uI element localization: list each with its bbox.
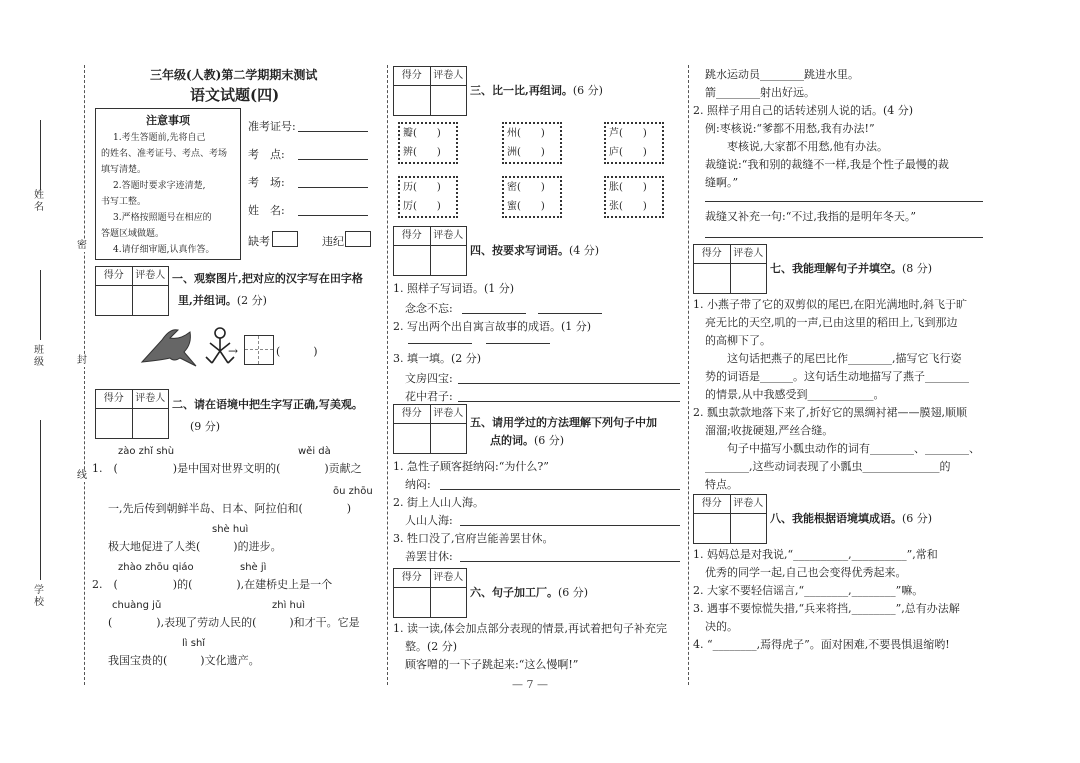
score-box-q5	[393, 404, 467, 454]
pinyin: zào zhǐ shù	[118, 446, 175, 457]
score-label: 得分	[694, 495, 731, 513]
q2-line: ( ),表现了劳动人民的( )和才干。它是	[108, 616, 360, 629]
answer-line[interactable]	[486, 343, 550, 344]
pinyin: wěi dà	[298, 446, 331, 457]
q2-line: 2. ( )的( ),在建桥史上是一个	[92, 578, 333, 591]
grader-label: 评卷人	[135, 270, 166, 281]
name-field[interactable]	[298, 215, 368, 216]
binding-class-blank	[40, 270, 41, 340]
q6-sub1: 1. 读一读,体会加点部分表现的情景,再试着把句子补充完	[393, 622, 667, 635]
answer-line[interactable]	[705, 201, 983, 202]
answer-line[interactable]	[705, 237, 983, 238]
arrow-icon: →	[228, 344, 239, 358]
q1-answer-paren[interactable]: ( )	[276, 345, 318, 358]
q2-points: (9 分)	[190, 420, 221, 433]
grader-label: 评卷人	[433, 70, 464, 81]
score-box-q2	[95, 389, 169, 439]
q7-text: 的高柳下了。	[705, 334, 771, 347]
violation-label: 违纪	[322, 235, 344, 248]
notice-item: 4.请仔细审题,认真作答。	[113, 245, 215, 255]
q2-line: 1. ( )是中国对世界文明的( )贡献之	[92, 462, 362, 475]
binding-class-label: 班级	[34, 345, 44, 368]
score-label: 得分	[394, 405, 431, 423]
compare-box[interactable]: 胀( ) 张( )	[604, 176, 664, 218]
q4-sub2: 2. 写出两个出自寓言故事的成语。(1 分)	[393, 320, 592, 333]
q2-line: 极大地促进了人类( )的进步。	[108, 540, 282, 553]
grader-label: 评卷人	[433, 572, 464, 583]
compare-box[interactable]: 芦( ) 庐( )	[604, 122, 664, 164]
answer-line[interactable]	[538, 313, 602, 314]
exam-no-field[interactable]	[298, 131, 368, 132]
notice-items	[96, 128, 240, 260]
binding-name-blank	[40, 120, 41, 190]
notice-item: 书写工整。	[101, 197, 147, 207]
q6-rewrite-2: 箭________射出好远。	[705, 86, 815, 99]
q5-sub3: 3. 牲口没了,官府岂能善罢甘休。	[393, 532, 554, 545]
q6-sub2-q1: 裁缝说:“我和别的裁缝不一样,我是个性子最慢的裁	[705, 158, 949, 171]
pinyin: ōu zhōu	[333, 486, 373, 497]
q3-title: 三、比一比,再组词。(6 分)	[470, 84, 603, 97]
q2-line: 一,先后传到朝鲜半岛、日本、阿拉伯和( )	[108, 502, 352, 515]
compare-box[interactable]: 瓣( ) 辨( )	[398, 122, 458, 164]
tian-grid-box[interactable]	[244, 335, 274, 365]
answer-line[interactable]	[408, 343, 472, 344]
swallow-image	[140, 322, 200, 370]
answer-line[interactable]	[458, 401, 680, 402]
score-label: 得分	[96, 390, 133, 408]
pinyin: zhì huì	[272, 600, 305, 611]
answer-line[interactable]	[458, 383, 680, 384]
q7-text: 句子中描写小瓢虫动作的词有________、________、	[727, 442, 980, 455]
q1-title: 一、观察图片,把对应的汉字写在田字格	[172, 272, 363, 285]
site-label: 考 点:	[248, 148, 285, 161]
notice-item: 填写清楚。	[101, 165, 147, 175]
binding-line	[84, 65, 85, 685]
q4-fill-a: 文房四宝:	[405, 372, 453, 385]
q8-text: 4. “________,焉得虎子”。面对困难,不要畏惧退缩哟!	[693, 638, 950, 651]
grader-label: 评卷人	[135, 393, 166, 404]
notice-title: 注意事项	[146, 114, 190, 127]
binding-school-label: 学校	[34, 585, 44, 608]
score-box-q8	[693, 494, 767, 544]
q5-sub2: 2. 街上人山人海。	[393, 496, 484, 509]
notice-item: 3.严格按照题号在相应的	[113, 213, 212, 223]
q1-title-line2: 里,并组词。(2 分)	[178, 294, 267, 307]
q8-text: 1. 妈妈总是对我说,“__________,__________”,常和	[693, 548, 938, 561]
q7-text: 溜溜;收拢硬翅,严丝合缝。	[705, 424, 834, 437]
score-label: 得分	[394, 569, 431, 587]
notice-item: 答题区域做题。	[101, 229, 165, 239]
q7-text: 的情景,从中我感受到____________。	[705, 388, 885, 401]
answer-line[interactable]	[460, 525, 680, 526]
q6-title: 六、句子加工厂。(6 分)	[470, 586, 589, 599]
score-box-q7	[693, 244, 767, 294]
grader-label: 评卷人	[433, 230, 464, 241]
notice-item: 1.考生答题前,先将自己	[113, 133, 206, 143]
q7-text: ________,这些动词表现了小瓢虫______________的	[705, 460, 951, 473]
answer-line[interactable]	[460, 561, 680, 562]
score-label: 得分	[694, 245, 731, 263]
q5-sub1-term: 纳闷:	[405, 478, 431, 491]
q6-rewrite-1: 跳水运动员________跳进水里。	[705, 68, 859, 81]
pinyin: chuàng jǔ	[112, 600, 162, 611]
exam-no-label: 准考证号:	[248, 120, 296, 133]
pinyin: shè jì	[240, 562, 267, 573]
score-box-q6	[393, 568, 467, 618]
q7-title: 七、我能理解句子并填空。(8 分)	[770, 262, 933, 275]
q8-title: 八、我能根据语境填成语。(6 分)	[770, 512, 933, 525]
q4-sub1: 1. 照样子写词语。(1 分)	[393, 282, 515, 295]
site-field[interactable]	[298, 159, 368, 160]
pinyin: zhào zhōu qiáo	[118, 562, 194, 573]
exam-title: 三年级(人教)第二学期期末测试	[150, 68, 318, 82]
compare-box[interactable]: 密( ) 蜜( )	[502, 176, 562, 218]
absent-checkbox[interactable]	[272, 231, 298, 247]
column-divider-2	[688, 65, 689, 685]
binding-seal-label: 密	[77, 240, 87, 251]
answer-line[interactable]	[440, 489, 680, 490]
name-label: 姓 名:	[248, 204, 285, 217]
q8-text: 3. 遇事不要惊慌失措,“兵来将挡,________”,总有办法解	[693, 602, 960, 615]
q5-title-line2: 点的词。(6 分)	[490, 434, 565, 447]
q5-sub1: 1. 急性子顾客挺纳闷:“为什么?”	[393, 460, 549, 473]
room-field[interactable]	[298, 187, 368, 188]
q6-sub2-example1: 例:枣核说:“爹都不用愁,我有办法!”	[705, 122, 875, 135]
q2-title: 二、请在语境中把生字写正确,写美观。	[172, 398, 363, 411]
q6-sub1-example: 顾客噌的一下子跳起来:“这么慢啊!”	[405, 658, 579, 671]
compare-box[interactable]: 历( ) 厉( )	[398, 176, 458, 218]
binding-xian-label: 线	[77, 470, 87, 481]
binding-feng-label: 封	[77, 355, 87, 366]
q4-sub3: 3. 填一填。(2 分)	[393, 352, 482, 365]
grader-label: 评卷人	[733, 248, 764, 259]
q6-sub1-cont: 整。(2 分)	[405, 640, 458, 653]
score-box-q4	[393, 226, 467, 276]
q7-text: 1. 小燕子带了它的双剪似的尾巴,在阳光满地时,斜飞于旷	[693, 298, 967, 311]
q7-text: 势的词语是______。这句话生动地描写了燕子________	[705, 370, 969, 383]
violation-checkbox[interactable]	[345, 231, 371, 247]
q4-title: 四、按要求写词语。(4 分)	[470, 244, 600, 257]
q8-text: 优秀的同学一起,自己也会变得优秀起来。	[705, 566, 907, 579]
notice-box	[95, 108, 241, 260]
q8-text: 决的。	[705, 620, 738, 633]
q7-text: 2. 瓢虫款款地落下来了,折好它的黑绸衬裙——膜翅,顺顺	[693, 406, 967, 419]
q4-fill-b: 花中君子:	[405, 390, 453, 403]
q5-sub2-term: 人山人海:	[405, 514, 453, 527]
notice-item: 的姓名、准考证号、考点、考场	[101, 149, 228, 159]
binding-school-blank	[40, 420, 41, 580]
q7-text: 亮无比的天空,叽的一声,已由这里的稻田上,飞到那边	[705, 316, 958, 329]
exam-subtitle: 语文试题(四)	[190, 86, 280, 104]
notice-item: 2.答题时要求字迹清楚,	[113, 181, 206, 191]
score-label: 得分	[394, 227, 431, 245]
q2-line: 我国宝贵的( )文化遗产。	[108, 654, 260, 667]
pinyin: lì shǐ	[182, 638, 206, 649]
compare-box[interactable]: 州( ) 洲( )	[502, 122, 562, 164]
q6-sub2-example2: 枣核说,大家都不用愁,他有办法。	[705, 140, 888, 153]
q7-text: 特点。	[705, 478, 738, 491]
absent-label: 缺考	[248, 235, 270, 248]
column-divider-1	[387, 65, 388, 685]
q7-text: 这句话把燕子的尾巴比作________,描写它飞行姿	[727, 352, 962, 365]
grader-label: 评卷人	[433, 408, 464, 419]
room-label: 考 场:	[248, 176, 285, 189]
q6-sub2-q2: 缝啊。”	[705, 176, 739, 189]
grader-label: 评卷人	[733, 498, 764, 509]
score-box-q3	[393, 66, 467, 116]
q5-sub3-term: 善罢甘休:	[405, 550, 453, 563]
binding-name-label: 姓名	[34, 190, 44, 213]
answer-line[interactable]	[462, 313, 526, 314]
q5-title: 五、请用学过的方法理解下列句子中加	[470, 416, 657, 429]
score-label: 得分	[96, 267, 133, 285]
q6-sub2: 2. 照样子用自己的话转述别人说的话。(4 分)	[693, 104, 914, 117]
score-label: 得分	[394, 67, 431, 85]
q4-example: 念念不忘:	[405, 302, 453, 315]
footer-page-number: — 7 —	[512, 678, 548, 691]
q8-text: 2. 大家不要轻信谣言,“________,________”嘛。	[693, 584, 924, 597]
score-box-q1	[95, 266, 169, 316]
q6-sub2-q3: 裁缝又补充一句:“不过,我指的是明年冬天。”	[705, 210, 916, 223]
pinyin: shè huì	[212, 524, 249, 535]
